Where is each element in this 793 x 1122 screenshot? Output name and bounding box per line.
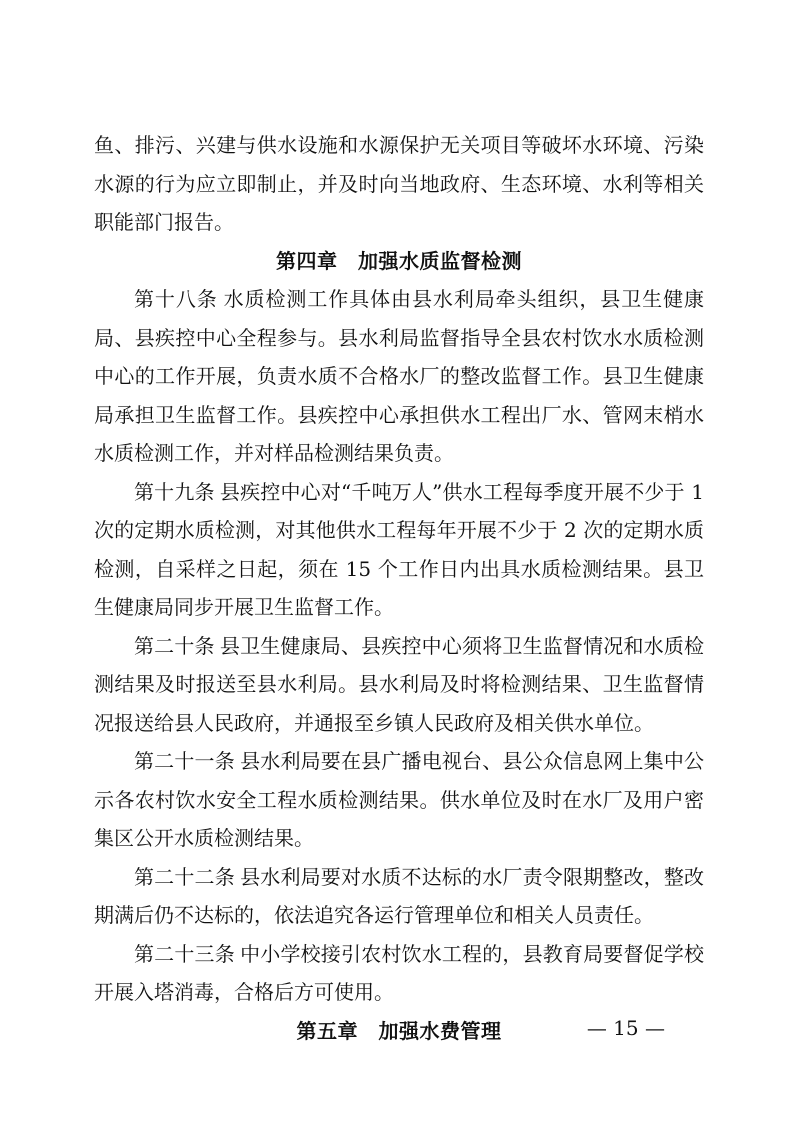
article-23 [94, 935, 704, 1012]
article-text: 县卫生健康局、县疾控中心须将卫生监督情况和水质检测结果及时报送至县水利局。县水利局及时将检测结果、卫生监督情况报送给县人民政府，并通报至乡镇人民政府及相关供水单位。 [94, 633, 705, 735]
continuation-paragraph: 鱼、排污、兴建与供水设施和水源保护无关项目等破坏水环境、污染水源的行为应立即制止，并及时向当地政府、生态环境、水利等相关职能部门报告。 [94, 133, 704, 234]
article-21 [94, 742, 704, 858]
article-number: 第二十三条 [134, 941, 235, 966]
article-number: 第二十条 [134, 633, 215, 658]
article-text: 水质检测工作具体由县水利局牵头组织，县卫生健康局、县疾控中心全程参与。县水利局监督指导全县农村饮水水质检测中心的工作开展，负责水质不合格水厂的整改监督工作。县卫生健康局承担卫生监督工作。县疾控中心承担供水工程出厂水、管网末梢水水质检测工作，并对样品检测结果负责。 [94, 287, 705, 465]
article-text: 县疾控中心对“千吨万人”供水工程每季度开展不少于 1 次的定期水质检测，对其他供水工程每年开展不少于 2 次的定期水质检测，自采样之日起，须在 15 个工作日内出具水质检测结果。县卫生健康局同步开展卫生监督工作。 [94, 479, 705, 619]
document-body [94, 126, 704, 1050]
page-number: — 15 — [586, 1016, 665, 1040]
article-text: 中小学校接引农村饮水工程的，县教育局要督促学校开展入塔消毒，合格后方可使用。 [94, 941, 705, 1004]
article-number: 第十九条 [134, 479, 215, 504]
article-19 [94, 473, 704, 627]
article-20 [94, 627, 704, 743]
chapter-5-heading: 第五章 加强水费管理 [296, 1018, 502, 1043]
article-number: 第二十二条 [134, 864, 235, 889]
article-text: 县水利局要在县广播电视台、县公众信息网上集中公示各农村饮水安全工程水质检测结果。供水单位及时在水厂及用户密集区公开水质检测结果。 [94, 749, 705, 850]
article-22 [94, 858, 704, 935]
article-number: 第十八条 [134, 287, 218, 311]
article-18 [94, 280, 704, 473]
article-number: 第二十一条 [134, 749, 235, 773]
article-text: 县水利局要对水质不达标的水厂责令限期整改，整改期满后仍不达标的，依法追究各运行管理单位和相关人员责任。 [94, 864, 705, 927]
chapter-4-heading: 第四章 加强水质监督检测 [276, 248, 522, 273]
